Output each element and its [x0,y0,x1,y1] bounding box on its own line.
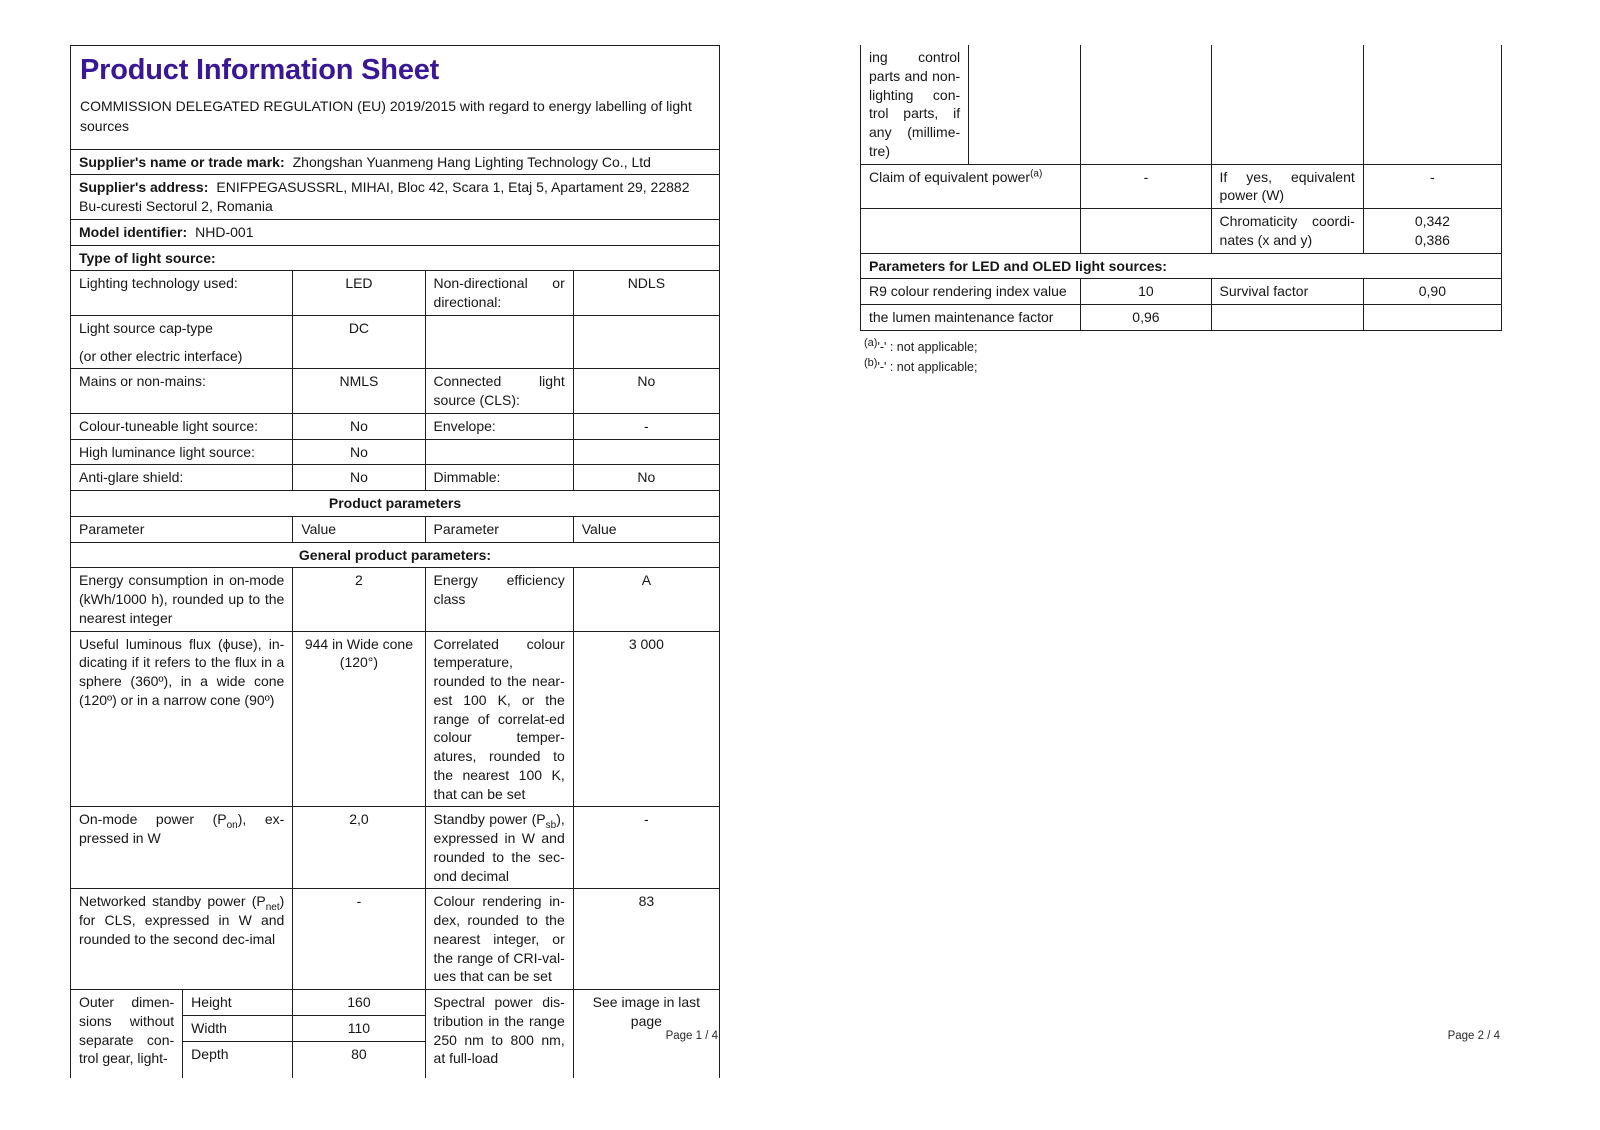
led-section-row [861,253,1502,279]
param-label [71,889,293,990]
table-row [861,164,1502,209]
dimension-label: Height [183,990,293,1016]
led-section-title: Parameters for LED and OLED light sources: [861,253,1502,279]
param-label [861,164,1081,209]
footnote-text: '-' : not applicable; [877,359,978,374]
param-value: 0,96 [1081,305,1211,331]
model-identifier-value: NHD-001 [195,223,254,240]
page1-table [70,45,720,1078]
param-label: Correlated colour temperature, rounded to the near-est 100 K, or the range of correlat-ed colour temper-atures, rounded to the nearest 100 K, that can be set [425,631,573,807]
supplier-address-cell [71,175,720,220]
param-value: - [1363,164,1501,209]
param-value: - [573,413,719,439]
continuation-row [861,45,1502,164]
param-value: - [293,889,425,990]
supplier-name-cell [71,149,720,175]
empty-cell [1211,305,1363,331]
cap-type-line1: Light source cap-type [79,319,213,336]
param-label: Mains or non-mains: [71,369,293,414]
empty-cell [969,45,1081,164]
footnote-b [864,356,1502,374]
label-text: ), expressed in W and rounded to the sec-ond decimal [433,811,565,884]
table-row [71,807,720,889]
table-row [861,209,1502,254]
empty-cell [573,439,719,465]
footnote-text: '-' : not applicable; [877,339,978,354]
table-row [71,439,720,465]
empty-cell [861,209,1081,254]
label-text: On-mode power (P [79,811,227,828]
subscript: net [265,902,280,914]
dimension-label: Depth [183,1041,293,1078]
param-label: Survival factor [1211,279,1363,305]
dimension-value: 160 [293,990,425,1016]
cap-type-line2: (or other electric interface) [79,347,243,364]
param-value: DC [293,315,425,369]
subscript: on [226,820,238,832]
outer-dimensions-label: Outer dimen-sions without separate con-trol gear, light- [71,990,183,1078]
param-label: R9 colour rendering index value [861,279,1081,305]
param-label: Colour-tuneable light source: [71,413,293,439]
footnotes [860,336,1502,374]
column-header: Parameter [425,516,573,542]
column-header: Parameter [71,516,293,542]
empty-cell [1081,209,1211,254]
dimension-label: Width [183,1015,293,1041]
param-label: Dimmable: [425,465,573,491]
param-value: No [293,465,425,491]
param-value: LED [293,271,425,316]
label-text: ), ex-pressed in W [79,811,285,847]
param-label: Anti-glare shield: [71,465,293,491]
param-value: 0,90 [1363,279,1501,305]
param-value: 2 [293,568,425,631]
supplier-address-row [71,175,720,220]
empty-cell [1211,45,1363,164]
type-section-row [71,245,720,271]
param-value: See image in last page [573,990,719,1078]
param-label: Colour rendering in-dex, rounded to the nearest integer, or the range of CRI-val-ues that can be set [425,889,573,990]
label-text: Standby power (P [433,811,546,828]
supplier-name-row [71,149,720,175]
param-value: A [573,568,719,631]
continuation-label: ing control parts and non-lighting con-trol parts, if any (millime-tre) [861,45,969,164]
param-label: High luminance light source: [71,439,293,465]
param-value: - [573,807,719,889]
page2-footer: Page 2 / 4 [1447,1030,1500,1042]
supplier-address-value: ENIFPEGASUSSRL, MIHAI, Bloc 42, Scara 1, Etaj 5, Apartament 29, 22882 Bu-curesti Sectorul 2, Romania [79,179,690,215]
empty-cell [425,439,573,465]
param-value: No [293,439,425,465]
dimension-value: 110 [293,1015,425,1041]
label-text: ) for CLS, expressed in W and rounded to the second dec-imal [79,893,285,947]
param-label [425,807,573,889]
dimension-value: 80 [293,1041,425,1078]
param-label: the lumen maintenance factor [861,305,1081,331]
empty-cell [1363,45,1501,164]
empty-cell [573,315,719,369]
product-parameters-title: Product parameters [71,491,720,517]
param-label: Non-directional or directional: [425,271,573,316]
param-value: No [573,465,719,491]
general-parameters-title: General product parameters: [71,542,720,568]
table-row [861,279,1502,305]
param-label: Useful luminous flux (ϕuse), in-dicating if it refers to the flux in a sphere (360º), in a wide cone (120º) or in a narrow cone (90º) [71,631,293,807]
subscript: sb [545,820,557,832]
page-1 [70,45,720,1078]
param-label: Envelope: [425,413,573,439]
param-value: 3 000 [573,631,719,807]
table-row [71,465,720,491]
title-row [71,46,720,150]
label-text: Networked standby power (P [79,893,266,910]
param-label [71,315,293,369]
page-2 [860,45,1502,380]
param-label: Lighting technology used: [71,271,293,316]
label-text: Claim of equivalent power [869,168,1031,185]
model-identifier-cell [71,219,720,245]
param-label: If yes, equivalent power (W) [1211,164,1363,209]
table-row [71,271,720,316]
type-section-title: Type of light source: [71,245,720,271]
table-row [71,413,720,439]
column-header: Value [293,516,425,542]
param-label [71,807,293,889]
param-label: Energy efficiency class [425,568,573,631]
table-row [71,889,720,990]
page-title: Product Information Sheet [80,54,440,86]
empty-cell [1081,45,1211,164]
table-row [71,990,720,1016]
page1-footer: Page 1 / 4 [665,1030,718,1042]
general-parameters-header-row [71,542,720,568]
param-label: Chromaticity coordi-nates (x and y) [1211,209,1363,254]
param-value: 10 [1081,279,1211,305]
chromaticity-x: 0,342 [1414,213,1450,229]
param-value: - [1081,164,1211,209]
param-value: No [573,369,719,414]
footnote-marker: (b) [864,356,878,369]
model-identifier-row [71,219,720,245]
table-row [71,631,720,807]
param-value: 944 in Wide cone (120°) [293,631,425,807]
table-row [71,315,720,369]
param-value: 83 [573,889,719,990]
empty-cell [1363,305,1501,331]
empty-cell [425,315,573,369]
table-row [861,305,1502,331]
param-label: Spectral power dis-tribution in the range 250 nm to 800 nm, at full-load [425,990,573,1078]
superscript: (a) [1030,167,1043,179]
supplier-name-label: Supplier's name or trade mark: [79,153,285,170]
supplier-address-label: Supplier's address: [79,179,209,196]
column-header-row [71,516,720,542]
param-value: 2,0 [293,807,425,889]
table-row [71,568,720,631]
footnote-marker: (a) [864,336,878,349]
param-value: NMLS [293,369,425,414]
footnote-a [864,336,1502,354]
param-label: Connected light source (CLS): [425,369,573,414]
param-value [1363,209,1501,254]
model-identifier-label: Model identifier: [79,223,188,240]
product-parameters-header-row [71,491,720,517]
regulation-subtitle: COMMISSION DELEGATED REGULATION (EU) 2019/2015 with regard to energy labelling of light sources [80,98,692,134]
table-row [71,369,720,414]
column-header: Value [573,516,719,542]
page2-table [860,45,1502,331]
param-label: Energy consumption in on-mode (kWh/1000 h), rounded up to the nearest integer [71,568,293,631]
param-value: NDLS [573,271,719,316]
chromaticity-y: 0,386 [1414,231,1450,248]
supplier-name-value: Zhongshan Yuanmeng Hang Lighting Technology Co., Ltd [292,153,651,170]
title-block [71,46,720,150]
param-value: No [293,413,425,439]
